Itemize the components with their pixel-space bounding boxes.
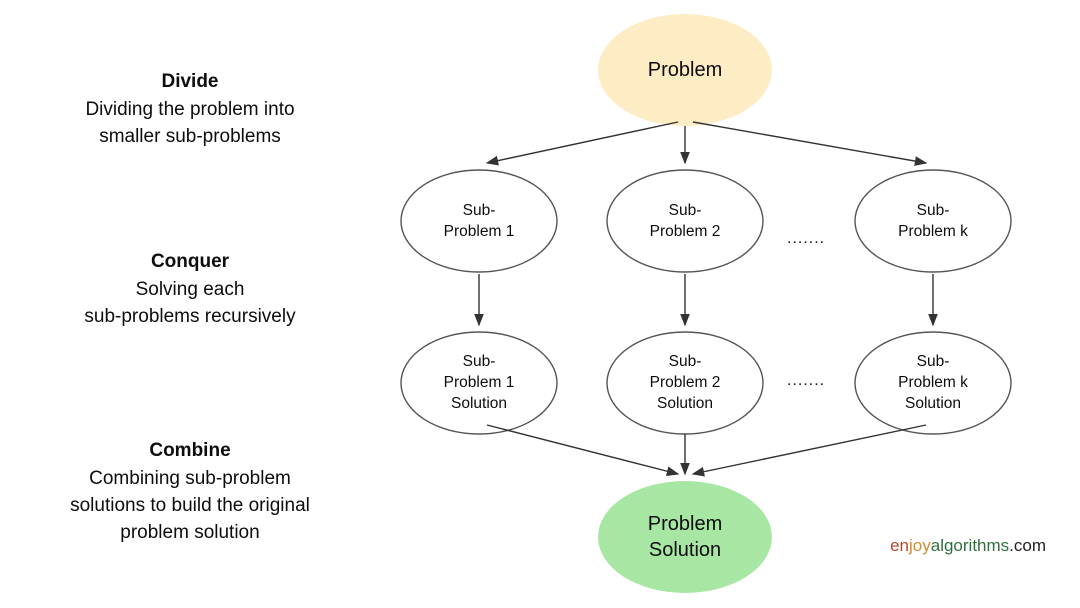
watermark-part2: joy — [909, 536, 931, 555]
label-subproblem-2-line1: Sub- — [668, 202, 702, 219]
node-subproblem-1-solution — [401, 332, 557, 434]
watermark-part3: algorithms — [930, 536, 1010, 555]
step-divide-title: Divide — [161, 71, 219, 92]
node-subproblem-2-solution — [607, 332, 763, 434]
label-solution-1-line1: Sub- — [462, 353, 496, 370]
label-solution-1-line3: Solution — [450, 395, 507, 412]
step-conquer-desc-line1: Solving each — [135, 279, 245, 300]
arrow-solk-to-final — [693, 425, 926, 474]
arrow-sol1-to-final — [487, 425, 678, 474]
label-solution-2-line2: Problem 2 — [649, 374, 721, 391]
node-subproblem-1 — [401, 170, 557, 272]
step-conquer — [10, 248, 370, 330]
watermark-part4: .com — [1009, 536, 1046, 555]
label-problem: Problem — [647, 59, 723, 81]
step-divide-desc-line2: smaller sub-problems — [99, 126, 281, 147]
label-subproblem-k-line1: Sub- — [916, 202, 950, 219]
step-combine-desc-line1: Combining sub-problem — [89, 468, 291, 489]
step-combine-desc-line3: problem solution — [120, 522, 260, 543]
step-conquer-title: Conquer — [150, 251, 230, 272]
label-solution-k-line1: Sub- — [916, 353, 950, 370]
arrow-root-to-sub1 — [487, 122, 678, 163]
label-solution-k-line2: Problem k — [898, 374, 968, 391]
label-solution-2-line3: Solution — [656, 395, 713, 412]
label-subproblem-1-line2: Problem 1 — [443, 223, 515, 240]
node-subproblem-2 — [607, 170, 763, 272]
step-conquer-desc-line2: sub-problems recursively — [84, 306, 296, 327]
arrow-root-to-subk — [693, 122, 926, 163]
label-subproblem-2-line2: Problem 2 — [649, 223, 721, 240]
label-solution-k-line3: Solution — [904, 395, 961, 412]
step-combine-title: Combine — [149, 440, 231, 461]
watermark — [890, 536, 1046, 556]
label-solution-1-line2: Problem 1 — [443, 374, 515, 391]
node-problem-solution — [598, 481, 772, 593]
node-subproblem-k — [855, 170, 1011, 272]
watermark-part1: en — [890, 536, 909, 555]
label-problem-solution-line2: Solution — [648, 539, 722, 561]
step-divide-desc-line1: Dividing the problem into — [85, 99, 295, 120]
label-problem-solution-line1: Problem — [647, 513, 723, 535]
node-problem — [598, 14, 772, 126]
step-combine — [10, 437, 370, 546]
step-combine-desc-line2: solutions to build the original — [70, 495, 310, 516]
ellipsis-subproblems: ....... — [787, 230, 826, 247]
label-subproblem-k-line2: Problem k — [898, 223, 968, 240]
node-subproblem-k-solution — [855, 332, 1011, 434]
label-subproblem-1-line1: Sub- — [462, 202, 496, 219]
step-divide — [10, 68, 370, 150]
label-solution-2-line1: Sub- — [668, 353, 702, 370]
ellipsis-solutions: ....... — [787, 372, 826, 389]
